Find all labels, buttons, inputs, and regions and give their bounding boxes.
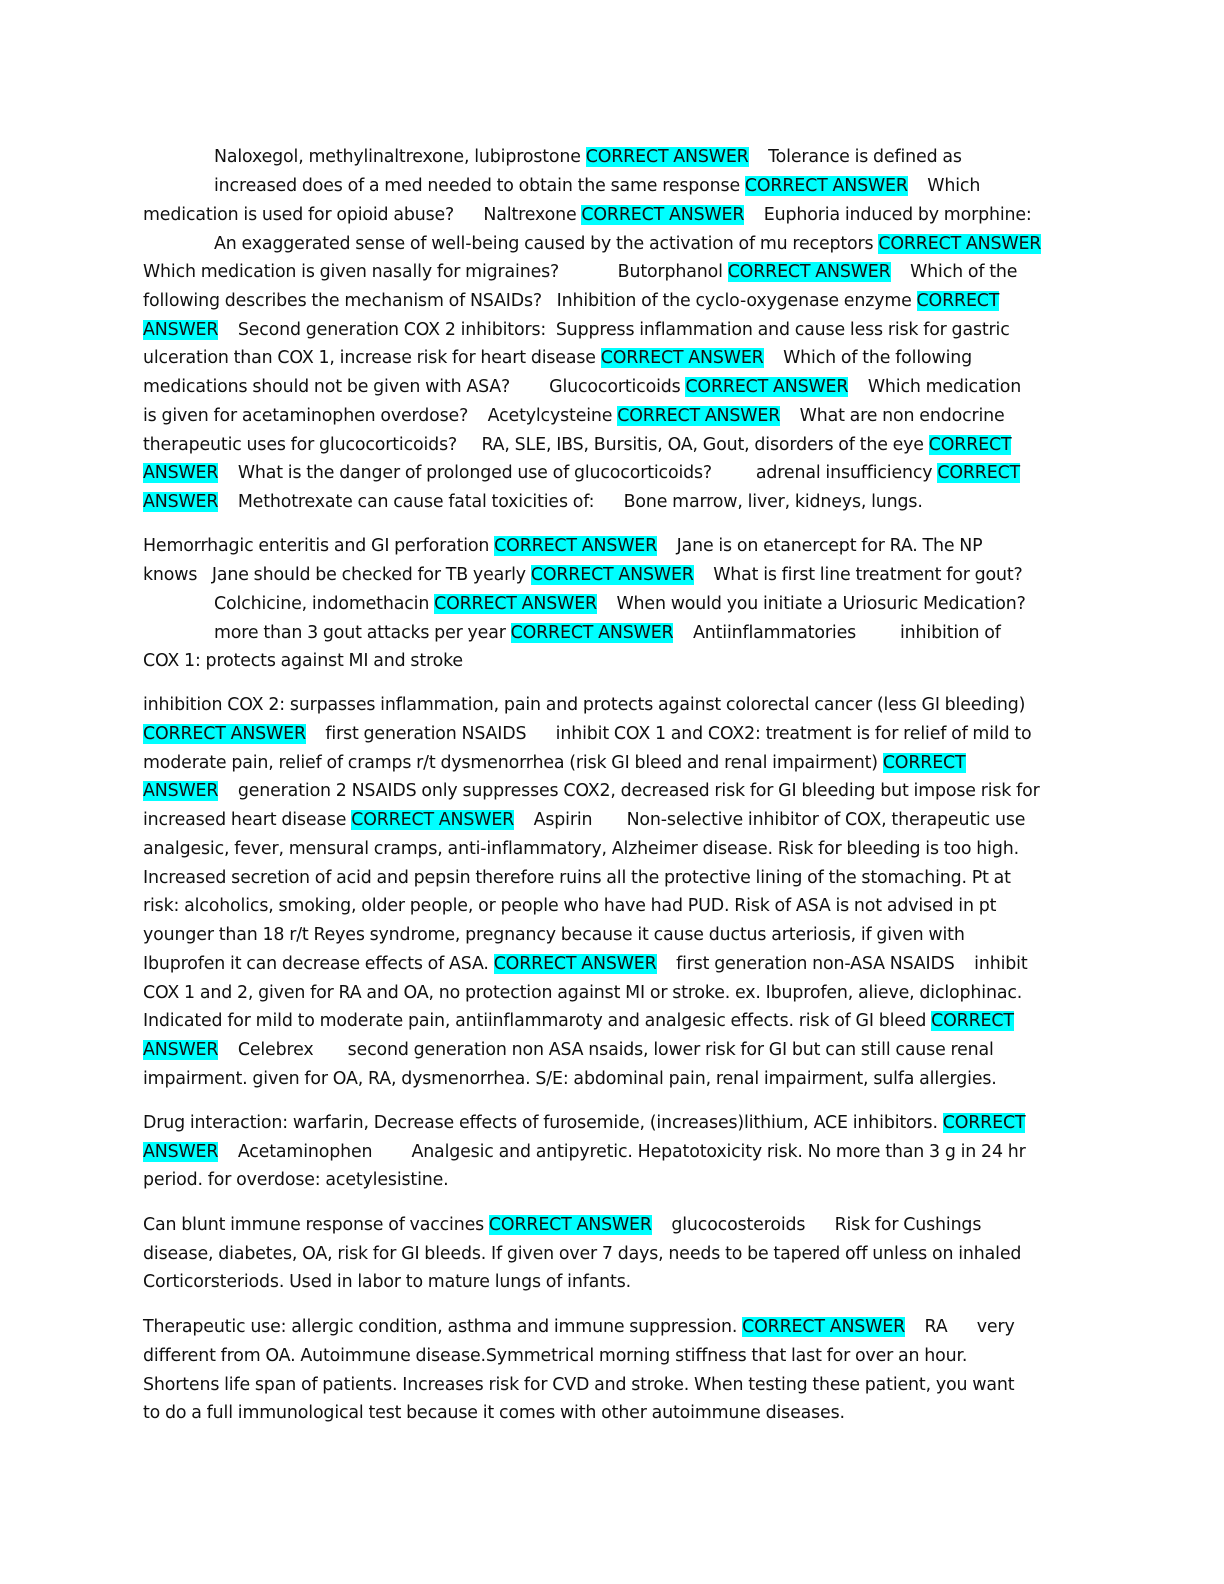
text-segment: medication is used for opioid abuse? Naltrexone	[143, 205, 582, 225]
text-segment: Drug interaction: warfarin, Decrease effects of furosemide, (increases)lithium, ACE inhibitors.	[143, 1113, 943, 1133]
text-segment: What is first line treatment for gout?	[693, 565, 1023, 585]
text-segment: more than 3 gout attacks per year	[214, 623, 511, 643]
text-line	[143, 1270, 631, 1294]
correct-answer-highlight: CORRECT ANSWER	[581, 205, 745, 225]
correct-answer-highlight: ANSWER	[143, 1142, 219, 1162]
text-line	[143, 1067, 997, 1091]
correct-answer-highlight: CORRECT ANSWER	[585, 147, 749, 167]
text-segment: Euphoria induced by morphine:	[744, 205, 1032, 225]
text-line	[143, 1242, 1021, 1266]
text-line	[143, 563, 1023, 587]
text-line	[143, 1009, 1014, 1033]
correct-answer-highlight: CORRECT ANSWER	[510, 623, 674, 643]
text-line	[143, 461, 1020, 485]
text-line	[143, 722, 1032, 746]
text-line	[143, 1401, 845, 1425]
text-segment: Which	[907, 176, 981, 196]
correct-answer-highlight: CORRECT	[937, 463, 1021, 483]
text-segment: period. for overdose: acetylesistine.	[143, 1170, 449, 1190]
text-line	[143, 260, 1017, 284]
text-segment: Which medication	[848, 377, 1022, 397]
text-line	[143, 981, 1022, 1005]
text-segment: Therapeutic use: allergic condition, asthma and immune suppression.	[143, 1317, 743, 1337]
text-segment: Shortens life span of patients. Increases risk for CVD and stroke. When testing these patient, you want	[143, 1375, 1015, 1395]
text-line	[143, 952, 1028, 976]
correct-answer-highlight: CORRECT ANSWER	[744, 176, 908, 196]
correct-answer-highlight: CORRECT ANSWER	[494, 536, 658, 556]
text-line	[214, 621, 1001, 645]
text-segment: first generation NSAIDS inhibit COX 1 and COX2: treatment is for relief of mild to	[305, 724, 1032, 744]
text-line	[143, 1038, 994, 1062]
text-line	[143, 649, 463, 673]
text-segment: COX 1: protects against MI and stroke	[143, 651, 463, 671]
text-line	[143, 346, 972, 370]
text-line	[143, 923, 965, 947]
text-segment: inhibition COX 2: surpasses inflammation, pain and protects against colorectal cancer (less GI bleeding)	[143, 695, 1026, 715]
text-segment: Ibuprofen it can decrease effects of ASA.	[143, 954, 494, 974]
text-line	[143, 779, 1040, 803]
text-segment: impairment. given for OA, RA, dysmenorrhea. S/E: abdominal pain, renal impairment, sulfa allergies.	[143, 1069, 997, 1089]
text-line	[214, 145, 962, 169]
correct-answer-highlight: CORRECT	[931, 1011, 1014, 1031]
text-segment: Celebrex second generation non ASA nsaids, lower risk for GI but can still cause renal	[218, 1040, 994, 1060]
text-segment: Methotrexate can cause fatal toxicities of: Bone marrow, liver, kidneys, lungs.	[218, 492, 923, 512]
text-line	[214, 232, 1041, 256]
text-segment: increased does of a med needed to obtain the same response	[214, 176, 745, 196]
text-segment: to do a full immunological test because it comes with other autoimmune diseases.	[143, 1403, 845, 1423]
correct-answer-highlight: CORRECT ANSWER	[727, 262, 891, 282]
text-line	[143, 693, 1025, 717]
correct-answer-highlight: CORRECT ANSWER	[617, 406, 781, 426]
text-segment: RA very	[905, 1317, 1015, 1337]
correct-answer-highlight: CORRECT ANSWER	[685, 377, 849, 397]
text-segment: What is the danger of prolonged use of glucocorticoids? adrenal insufficiency	[218, 463, 938, 483]
correct-answer-highlight: CORRECT ANSWER	[878, 234, 1042, 254]
text-line	[143, 1111, 1025, 1135]
text-line	[143, 404, 1005, 428]
text-segment: Which medication is given nasally for migraines? Butorphanol	[143, 262, 728, 282]
text-line	[143, 751, 966, 775]
text-segment: moderate pain, relief of cramps r/t dysmenorrhea (risk GI bleed and renal impairment)	[143, 753, 883, 773]
correct-answer-highlight: CORRECT ANSWER	[488, 1215, 652, 1235]
text-line	[143, 1168, 449, 1192]
text-segment: knows Jane should be checked for TB yearly	[143, 565, 531, 585]
text-line	[143, 808, 1025, 832]
text-line	[143, 1373, 1014, 1397]
text-segment: Aspirin Non-selective inhibitor of COX, therapeutic use	[514, 810, 1026, 830]
text-segment: medications should not be given with ASA? Glucocorticoids	[143, 377, 686, 397]
correct-answer-highlight: ANSWER	[143, 463, 219, 483]
text-line	[143, 490, 923, 514]
correct-answer-highlight: CORRECT ANSWER	[143, 724, 306, 744]
correct-answer-highlight: CORRECT ANSWER	[530, 565, 694, 585]
correct-answer-highlight: ANSWER	[143, 320, 219, 340]
text-segment: Naloxegol, methylinaltrexone, lubiprostone	[214, 147, 586, 167]
text-segment: ulceration than COX 1, increase risk for heart disease	[143, 348, 601, 368]
text-segment: Can blunt immune response of vaccines	[143, 1215, 489, 1235]
text-segment: risk: alcoholics, smoking, older people, or people who have had PUD. Risk of ASA is not advised in pt	[143, 896, 997, 916]
correct-answer-highlight: CORRECT ANSWER	[493, 954, 657, 974]
correct-answer-highlight: CORRECT	[882, 753, 966, 773]
text-segment: Which of the	[890, 262, 1018, 282]
text-segment: generation 2 NSAIDS only suppresses COX2, decreased risk for GI bleeding but impose risk for	[218, 781, 1040, 801]
text-segment: COX 1 and 2, given for RA and OA, no protection against MI or stroke. ex. Ibuprofen, alieve, diclophinac.	[143, 983, 1023, 1003]
text-segment: An exaggerated sense of well-being caused by the activation of mu receptors	[214, 234, 879, 254]
text-segment: disease, diabetes, OA, risk for GI bleeds. If given over 7 days, needs to be tapered off unless on inhaled	[143, 1244, 1022, 1264]
text-line	[143, 1315, 1015, 1339]
text-line	[143, 433, 1011, 457]
text-segment: When would you initiate a Uriosuric Medication?	[596, 594, 1026, 614]
text-line	[143, 837, 1019, 861]
text-segment: Which of the following	[763, 348, 973, 368]
text-segment: Second generation COX 2 inhibitors: Suppress inflammation and cause less risk for gastric	[218, 320, 1010, 340]
correct-answer-highlight: ANSWER	[143, 781, 219, 801]
text-segment: different from OA. Autoimmune disease.Symmetrical morning stiffness that last for over an hour.	[143, 1346, 968, 1366]
correct-answer-highlight: ANSWER	[143, 1040, 219, 1060]
text-line	[143, 1213, 981, 1237]
text-segment: Acetaminophen Analgesic and antipyretic. Hepatotoxicity risk. No more than 3 g in 24 hr	[218, 1142, 1026, 1162]
text-segment: increased heart disease	[143, 810, 352, 830]
text-segment: analgesic, fever, mensural cramps, anti-inflammatory, Alzheimer disease. Risk for bleeding is too high.	[143, 839, 1019, 859]
text-line	[143, 289, 999, 313]
text-segment: following describes the mechanism of NSAIDs? Inhibition of the cyclo-oxygenase enzyme	[143, 291, 917, 311]
text-line	[143, 894, 996, 918]
text-line	[143, 203, 1032, 227]
correct-answer-highlight: CORRECT	[928, 435, 1012, 455]
text-segment: Antiinflammatories inhibition of	[673, 623, 1001, 643]
text-segment: Corticorsteriods. Used in labor to mature lungs of infants.	[143, 1272, 631, 1292]
text-segment: glucocosteroids Risk for Cushings	[651, 1215, 982, 1235]
text-segment: younger than 18 r/t Reyes syndrome, pregnancy because it cause ductus arteriosis, if given with	[143, 925, 965, 945]
text-line	[143, 375, 1021, 399]
text-line	[143, 534, 982, 558]
text-segment: Increased secretion of acid and pepsin therefore ruins all the protective lining of the stomaching. Pt at	[143, 868, 1011, 888]
text-segment: Hemorrhagic enteritis and GI perforation	[143, 536, 495, 556]
text-segment: is given for acetaminophen overdose? Acetylcysteine	[143, 406, 618, 426]
text-segment: first generation non-ASA NSAIDS inhibit	[656, 954, 1028, 974]
text-segment: Tolerance is defined as	[748, 147, 962, 167]
text-line	[143, 866, 1011, 890]
text-segment: therapeutic uses for glucocorticoids? RA, SLE, IBS, Bursitis, OA, Gout, disorders of the eye	[143, 435, 929, 455]
correct-answer-highlight: CORRECT ANSWER	[434, 594, 597, 614]
correct-answer-highlight: CORRECT	[916, 291, 1000, 311]
correct-answer-highlight: CORRECT	[942, 1113, 1026, 1133]
text-segment: What are non endocrine	[780, 406, 1005, 426]
text-line	[214, 174, 980, 198]
correct-answer-highlight: CORRECT ANSWER	[742, 1317, 906, 1337]
text-line	[143, 1344, 967, 1368]
text-segment: Jane is on etanercept for RA. The NP	[657, 536, 983, 556]
text-segment: Indicated for mild to moderate pain, antiinflammaroty and analgesic effects. risk of GI bleed	[143, 1011, 932, 1031]
correct-answer-highlight: CORRECT ANSWER	[600, 348, 764, 368]
text-segment: Colchicine, indomethacin	[214, 594, 435, 614]
correct-answer-highlight: ANSWER	[143, 492, 219, 512]
text-line	[214, 592, 1026, 616]
correct-answer-highlight: CORRECT ANSWER	[351, 810, 515, 830]
text-line	[143, 1140, 1026, 1164]
text-line	[143, 318, 1010, 342]
